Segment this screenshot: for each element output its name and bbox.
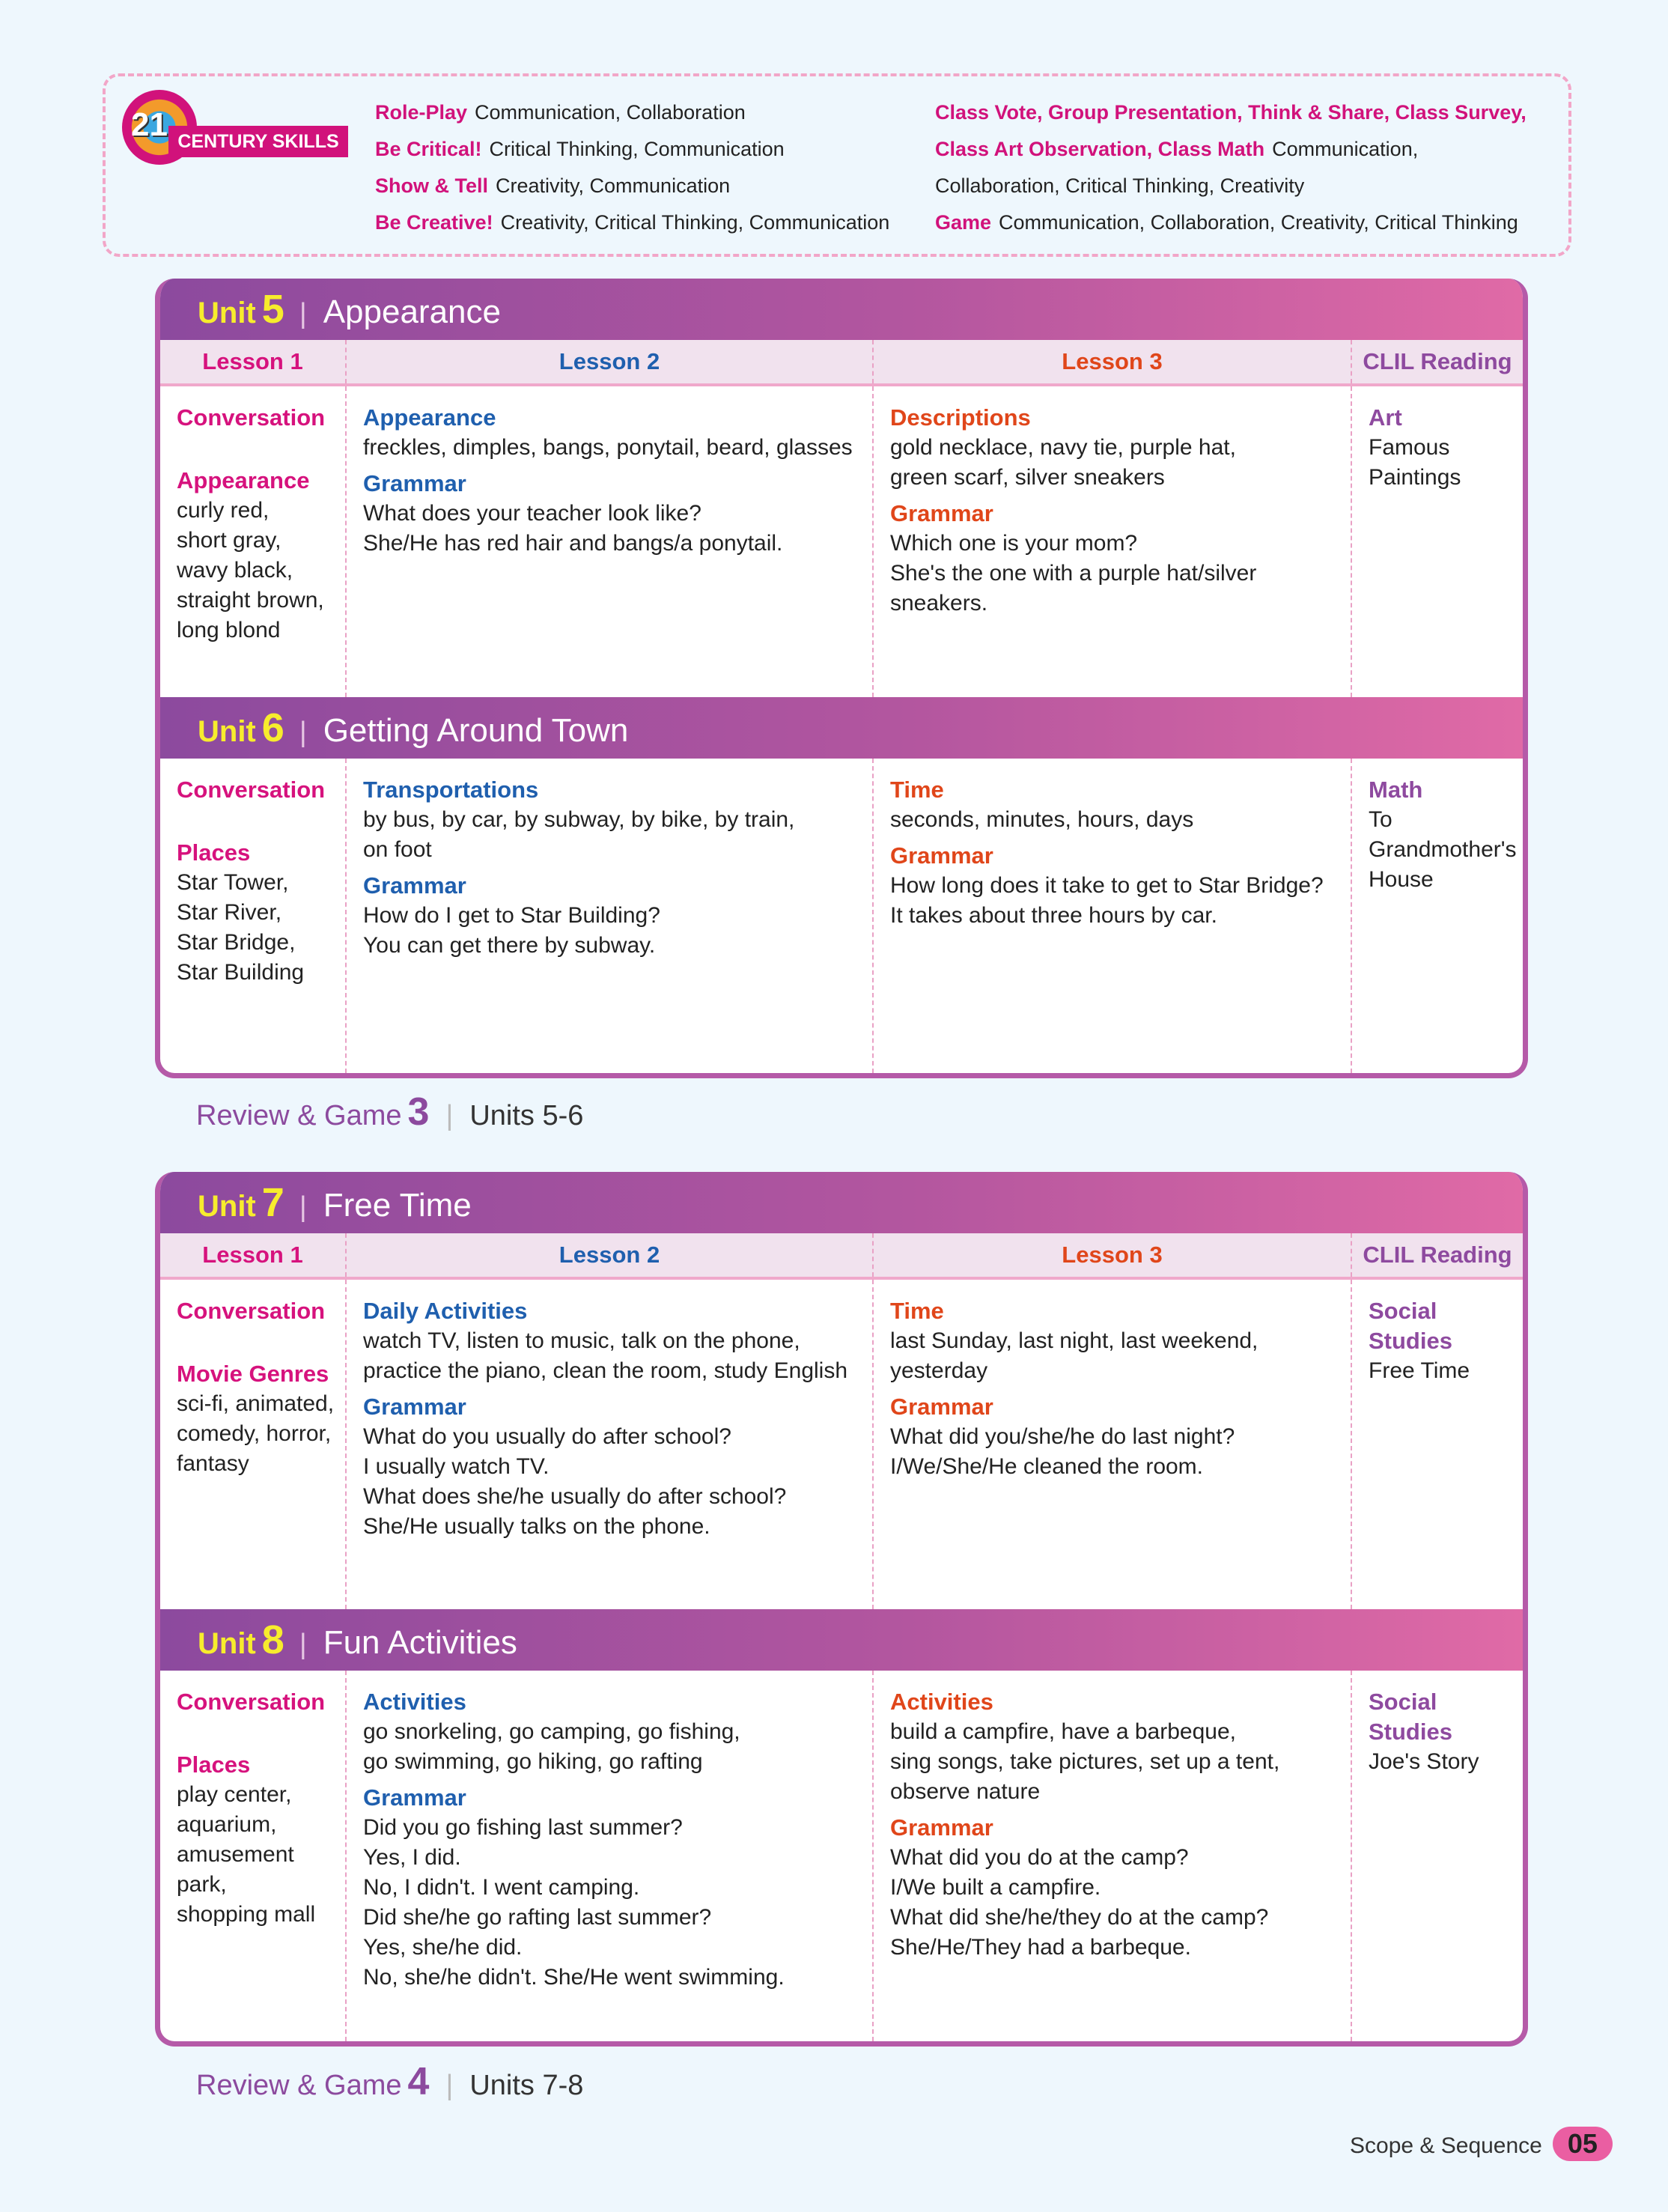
content-line: Did you go fishing last summer? <box>363 1815 683 1840</box>
lesson-header: Lesson 2 <box>347 1233 874 1277</box>
century-skills-box <box>103 73 1571 257</box>
content-section <box>890 1813 1340 1963</box>
content-line: sing songs, take pictures, set up a tent, <box>890 1749 1280 1774</box>
content-line: seconds, minutes, hours, days <box>890 807 1194 832</box>
skill-values: Creativity, Critical Thinking, Communication <box>500 211 890 234</box>
unit-title: Getting Around Town <box>323 712 629 749</box>
section-heading: Places <box>177 1751 251 1778</box>
section-heading: Grammar <box>363 872 466 899</box>
section-heading: Grammar <box>890 1394 993 1420</box>
section-heading: Social Studies <box>1369 1298 1452 1354</box>
lesson-header-row <box>160 1233 1523 1280</box>
lesson-cell <box>1352 386 1523 697</box>
content-line: straight brown, <box>177 588 324 613</box>
lesson-cell <box>1352 1280 1523 1609</box>
content-line: aquarium, <box>177 1812 277 1837</box>
section-heading: Grammar <box>363 1394 466 1420</box>
content-line: Star Bridge, <box>177 930 296 955</box>
content-section <box>890 1296 1340 1386</box>
skill-name: Game <box>935 211 992 234</box>
skill-values: Communication, <box>1272 138 1419 160</box>
skill-name: Be Creative! <box>375 211 493 234</box>
lesson-header-row <box>160 340 1523 386</box>
section-heading: Art <box>1369 404 1402 431</box>
review-units: Units 5-6 <box>469 1100 584 1131</box>
unit-label: Unit <box>198 1190 256 1223</box>
content-line: Which one is your mom? <box>890 531 1138 556</box>
unit-block <box>155 279 1528 1078</box>
content-section <box>890 1392 1340 1482</box>
skills-list-right <box>935 94 1534 241</box>
section-heading: Appearance <box>177 467 310 493</box>
skill-row <box>375 204 889 241</box>
skill-values: Critical Thinking, Communication <box>489 138 785 160</box>
content-line: What did you do at the camp? <box>890 1845 1189 1870</box>
lesson-cell <box>160 759 347 1073</box>
lesson-cell <box>347 386 874 697</box>
section-heading: Grammar <box>890 842 993 869</box>
content-line: She's the one with a purple hat/silver <box>890 561 1257 586</box>
section-heading: Grammar <box>363 470 466 496</box>
content-line: What did she/he/they do at the camp? <box>890 1905 1269 1930</box>
content-line: Famous <box>1369 435 1450 460</box>
section-heading: Conversation <box>177 1689 326 1715</box>
page-number: 05 <box>1553 2127 1613 2161</box>
lesson-cell <box>160 1671 347 2041</box>
review-number: 3 <box>407 1090 430 1134</box>
section-heading: Grammar <box>363 1784 466 1811</box>
skill-values: Collaboration, Critical Thinking, Creativity <box>935 174 1305 197</box>
content-line: park, <box>177 1872 227 1897</box>
content-line: build a campfire, have a barbeque, <box>890 1719 1236 1744</box>
section-heading: Appearance <box>363 404 496 431</box>
content-line: No, I didn't. I went camping. <box>363 1875 640 1900</box>
unit-number: 6 <box>261 705 284 750</box>
content-line: How do I get to Star Building? <box>363 903 660 928</box>
review-units: Units 7-8 <box>469 2070 584 2101</box>
content-line: short gray, <box>177 528 281 553</box>
review-label: Review & Game <box>196 1100 402 1131</box>
section-heading: Conversation <box>177 777 326 803</box>
skill-name: Show & Tell <box>375 174 489 197</box>
skill-values: Communication, Collaboration, Creativity, Critical Thinking <box>999 211 1518 234</box>
content-section <box>363 1296 862 1386</box>
content-section <box>1369 403 1512 493</box>
content-line: Yes, she/he did. <box>363 1935 523 1960</box>
content-line: You can get there by subway. <box>363 933 656 958</box>
lesson-header: Lesson 3 <box>874 340 1352 383</box>
section-heading: Conversation <box>177 1298 326 1324</box>
skill-row <box>935 204 1534 241</box>
lesson-cell <box>347 1280 874 1609</box>
skill-name: Class Art Observation, Class Math <box>935 138 1265 160</box>
footer-label: Scope & Sequence <box>1350 2133 1542 2158</box>
unit-content-row <box>160 1671 1523 2041</box>
lesson-header: Lesson 3 <box>874 1233 1352 1277</box>
section-heading: Social Studies <box>1369 1689 1452 1745</box>
divider: | <box>299 1191 307 1223</box>
section-heading: Movie Genres <box>177 1361 329 1387</box>
section-heading: Activities <box>363 1689 466 1715</box>
content-line: Star Tower, <box>177 870 289 895</box>
skill-name: Class Vote, Group Presentation, Think & Share, Class Survey, <box>935 101 1527 124</box>
lesson-cell <box>874 386 1352 697</box>
content-line: How long does it take to get to Star Bridge? <box>890 873 1324 898</box>
skill-values: Creativity, Communication <box>496 174 731 197</box>
content-line: Grandmother's <box>1369 837 1517 862</box>
content-line: sci-fi, animated, <box>177 1391 335 1416</box>
content-line: freckles, dimples, bangs, ponytail, beard, glasses <box>363 435 853 460</box>
unit-label: Unit <box>198 297 256 329</box>
content-line: It takes about three hours by car. <box>890 903 1217 928</box>
content-line: Did she/he go rafting last summer? <box>363 1905 712 1930</box>
content-section <box>890 499 1340 619</box>
content-line: Paintings <box>1369 465 1461 490</box>
section-heading: Grammar <box>890 500 993 526</box>
content-section <box>363 1392 862 1542</box>
content-line: sneakers. <box>890 591 988 616</box>
content-line: by bus, by car, by subway, by bike, by train, <box>363 807 795 832</box>
lesson-cell <box>160 386 347 697</box>
content-section <box>890 1687 1340 1807</box>
skill-row <box>375 131 889 168</box>
review-number: 4 <box>407 2060 430 2103</box>
content-line: She/He usually talks on the phone. <box>363 1514 710 1539</box>
section-heading: Places <box>177 839 251 866</box>
content-line: curly red, <box>177 498 270 523</box>
page-footer <box>1350 2127 1613 2161</box>
unit-content-row <box>160 1280 1523 1609</box>
content-line: amusement <box>177 1842 294 1867</box>
century-skills-logo: 21 CENTURY SKILLS <box>122 90 347 172</box>
skill-name: Be Critical! <box>375 138 482 160</box>
content-line: last Sunday, last night, last weekend, <box>890 1328 1258 1353</box>
content-line: House <box>1369 867 1434 892</box>
content-section <box>363 775 862 865</box>
content-line: I/We built a campfire. <box>890 1875 1101 1900</box>
skill-row <box>375 94 889 131</box>
content-line: shopping mall <box>177 1902 316 1927</box>
lesson-cell <box>874 1671 1352 2041</box>
section-heading: Conversation <box>177 404 326 431</box>
unit-content-row <box>160 759 1523 1073</box>
section-heading: Grammar <box>890 1814 993 1841</box>
content-line: watch TV, listen to music, talk on the phone, <box>363 1328 800 1353</box>
content-section <box>177 1359 335 1479</box>
content-line: What does she/he usually do after school? <box>363 1484 787 1509</box>
unit-header <box>160 1172 1523 1233</box>
content-line: To <box>1369 807 1392 832</box>
content-line: on foot <box>363 837 432 862</box>
section-heading: Math <box>1369 777 1423 803</box>
content-line: fantasy <box>177 1451 249 1476</box>
content-section <box>1369 775 1516 895</box>
unit-label: Unit <box>198 1627 256 1660</box>
content-section <box>1369 1687 1512 1777</box>
unit-header <box>160 1609 1523 1671</box>
lesson-cell <box>1352 1671 1523 2041</box>
lesson-cell <box>347 1671 874 2041</box>
section-heading: Daily Activities <box>363 1298 528 1324</box>
unit-header <box>160 279 1523 340</box>
divider: | <box>299 298 307 329</box>
skill-row <box>935 94 1534 131</box>
content-line: Star Building <box>177 960 305 985</box>
review-game-line <box>196 1090 583 1134</box>
skill-name: Role-Play <box>375 101 468 124</box>
content-line: go swimming, go hiking, go rafting <box>363 1749 703 1774</box>
content-section <box>177 775 335 805</box>
content-line: She/He has red hair and bangs/a ponytail. <box>363 531 783 556</box>
content-section <box>363 871 862 961</box>
unit-content-row <box>160 386 1523 697</box>
review-label: Review & Game <box>196 2070 402 2101</box>
content-section <box>177 838 335 988</box>
content-section <box>890 403 1340 493</box>
content-section <box>177 403 335 433</box>
lesson-header: Lesson 2 <box>347 340 874 383</box>
section-heading: Descriptions <box>890 404 1031 431</box>
lesson-cell <box>874 759 1352 1073</box>
review-game-line <box>196 2059 583 2104</box>
content-section <box>363 403 862 463</box>
content-line: I usually watch TV. <box>363 1454 550 1479</box>
unit-number: 5 <box>261 287 284 332</box>
content-line: comedy, horror, <box>177 1421 332 1446</box>
content-line: go snorkeling, go camping, go fishing, <box>363 1719 740 1744</box>
content-section <box>890 775 1340 835</box>
content-line: She/He/They had a barbeque. <box>890 1935 1191 1960</box>
divider: | <box>445 2070 454 2101</box>
lesson-cell <box>874 1280 1352 1609</box>
content-section <box>363 1687 862 1777</box>
content-line: What does your teacher look like? <box>363 501 701 526</box>
lesson-header: Lesson 1 <box>160 1233 347 1277</box>
divider: | <box>299 1629 307 1660</box>
content-line: observe nature <box>890 1779 1041 1804</box>
section-heading: Time <box>890 777 944 803</box>
content-line: What did you/she/he do last night? <box>890 1424 1235 1449</box>
skills-list-left <box>375 94 889 241</box>
content-section <box>177 1296 335 1326</box>
unit-header <box>160 697 1523 759</box>
lesson-cell <box>160 1280 347 1609</box>
content-line: yesterday <box>890 1358 988 1383</box>
content-line: green scarf, silver sneakers <box>890 465 1165 490</box>
content-section <box>177 466 335 645</box>
section-heading: Transportations <box>363 777 539 803</box>
divider: | <box>299 717 307 748</box>
content-line: Star River, <box>177 900 282 925</box>
content-line: No, she/he didn't. She/He went swimming. <box>363 1965 785 1990</box>
content-line: gold necklace, navy tie, purple hat, <box>890 435 1236 460</box>
skill-row <box>935 131 1534 168</box>
content-line: Yes, I did. <box>363 1845 461 1870</box>
content-line: wavy black, <box>177 558 293 583</box>
unit-number: 7 <box>261 1180 284 1225</box>
content-line: long blond <box>177 618 281 642</box>
content-line: Free Time <box>1369 1358 1470 1383</box>
content-line: I/We/She/He cleaned the room. <box>890 1454 1204 1479</box>
content-section <box>177 1750 335 1930</box>
unit-title: Appearance <box>323 294 501 330</box>
lesson-header: Lesson 1 <box>160 340 347 383</box>
lesson-header: CLIL Reading <box>1363 348 1512 374</box>
content-section <box>363 1783 862 1993</box>
skill-row <box>375 168 889 204</box>
lesson-header: CLIL Reading <box>1363 1242 1512 1268</box>
lesson-cell <box>1352 759 1527 1073</box>
unit-label: Unit <box>198 715 256 748</box>
unit-title: Fun Activities <box>323 1624 517 1661</box>
skill-values: Communication, Collaboration <box>475 101 746 124</box>
content-section <box>363 469 862 559</box>
content-line: play center, <box>177 1782 292 1807</box>
content-section <box>1369 1296 1512 1386</box>
unit-title: Free Time <box>323 1187 472 1224</box>
content-line: Joe's Story <box>1369 1749 1479 1774</box>
divider: | <box>445 1100 454 1131</box>
content-line: practice the piano, clean the room, study English <box>363 1358 848 1383</box>
section-heading: Activities <box>890 1689 993 1715</box>
skill-row <box>935 168 1534 204</box>
unit-block <box>155 1172 1528 2047</box>
content-line: What do you usually do after school? <box>363 1424 731 1449</box>
unit-number: 8 <box>261 1617 284 1662</box>
content-section <box>890 841 1340 931</box>
section-heading: Time <box>890 1298 944 1324</box>
content-section <box>177 1687 335 1717</box>
lesson-cell <box>347 759 874 1073</box>
